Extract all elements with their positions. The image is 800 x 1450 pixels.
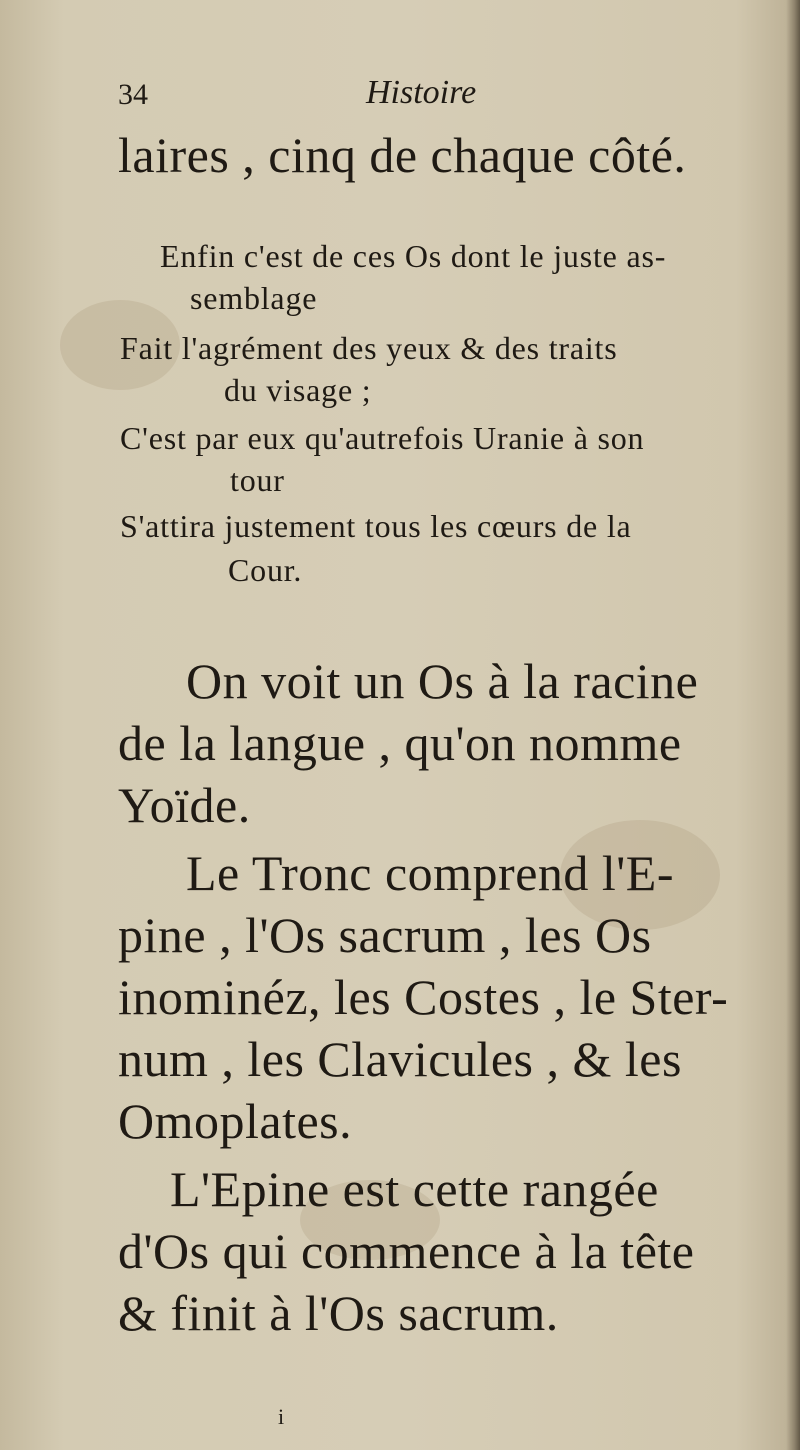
verse-line: semblage: [190, 280, 318, 316]
body-line: Omoplates.: [118, 1093, 353, 1149]
verse-line: Cour.: [228, 552, 303, 588]
body-line: Yoïde.: [118, 777, 251, 833]
body-line: L'Epine est cette rangée: [170, 1161, 659, 1217]
body-line: On voit un Os à la racine: [186, 653, 699, 709]
body-line: & finit à l'Os sacrum.: [118, 1285, 559, 1341]
verse-line: tour: [230, 462, 285, 498]
page-gutter-shadow: [786, 0, 800, 1450]
verse-line: C'est par eux qu'autrefois Uranie à son: [120, 420, 645, 456]
body-line: inominéz, les Costes , le Ster-: [118, 969, 729, 1025]
body-line: num , les Clavicules , & les: [118, 1031, 682, 1087]
verse-line: S'attira justement tous les cœurs de la: [120, 508, 632, 544]
body-line: de la langue , qu'on nomme: [118, 715, 682, 771]
body-line: d'Os qui commence à la tête: [118, 1223, 695, 1279]
verse-line: Fait l'agrément des yeux & des traits: [120, 330, 618, 366]
page-number: 34: [118, 78, 148, 111]
verse-line: du visage ;: [224, 372, 372, 408]
running-title: Histoire: [366, 74, 477, 111]
body-line: pine , l'Os sacrum , les Os: [118, 907, 652, 963]
verse-line: Enfin c'est de ces Os dont le juste as-: [160, 238, 667, 274]
continuation-line: laires , cinq de chaque côté.: [118, 127, 687, 183]
page-header: [118, 74, 758, 120]
signature-mark: i: [278, 1404, 285, 1429]
body-line: Le Tronc comprend l'E-: [186, 845, 674, 901]
